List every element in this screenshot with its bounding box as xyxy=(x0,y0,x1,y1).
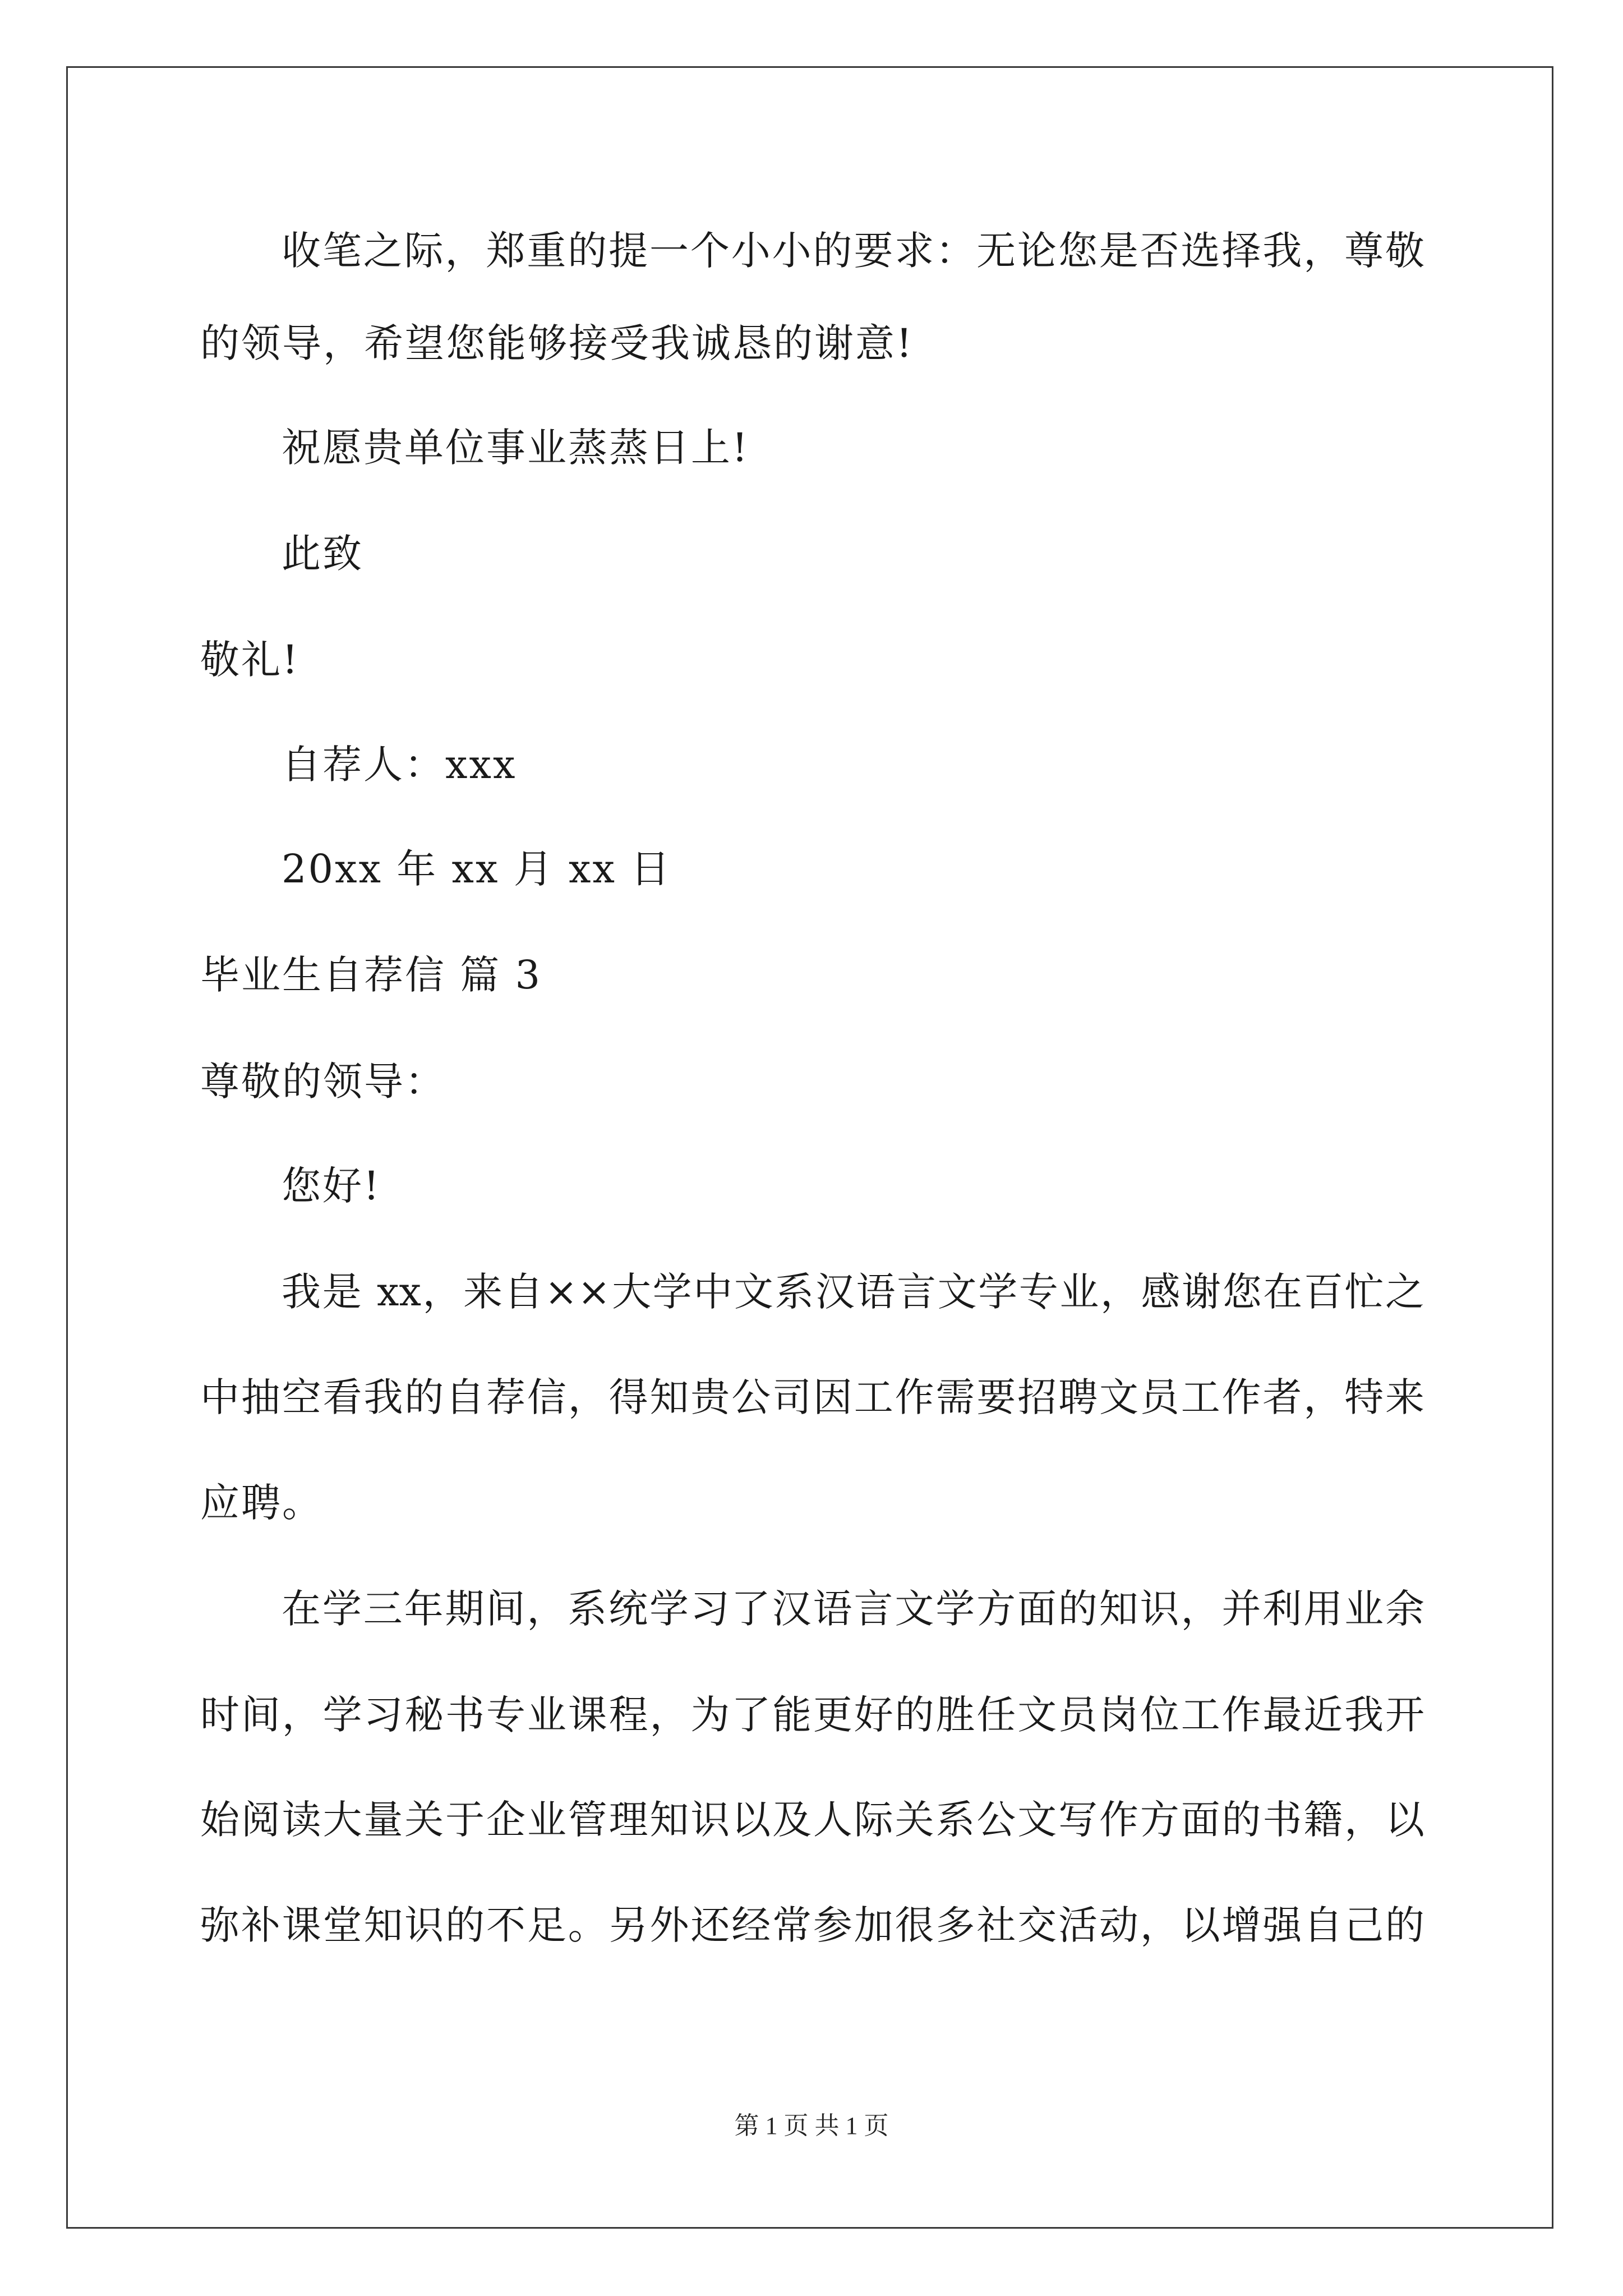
paragraph-line: 我是 xx，来自××大学中文系汉语言文学专业，感谢您在百忙之 xyxy=(282,1269,1424,1315)
paragraph-line: 弥补课堂知识的不足。另外还经常参加很多社交活动，以增强自己的 xyxy=(200,1902,1424,1948)
paragraph-line: 您好! xyxy=(282,1163,381,1209)
paragraph-line: 尊敬的领导： xyxy=(200,1059,446,1105)
paragraph-line: 此致 xyxy=(282,531,363,577)
paragraph-line: 20xx 年 xx 月 xx 日 xyxy=(282,846,672,892)
paragraph-line: 中抽空看我的自荐信，得知贵公司因工作需要招聘文员工作者，特来 xyxy=(200,1374,1424,1420)
paragraph-line: 祝愿贵单位事业蒸蒸日上! xyxy=(282,425,750,471)
section-heading: 毕业生自荐信 篇 3 xyxy=(200,952,542,998)
paragraph-line: 自荐人：xxx xyxy=(282,742,517,788)
page-number-footer: 第 1 页 共 1 页 xyxy=(734,2112,889,2139)
paragraph-line: 时间，学习秘书专业课程，为了能更好的胜任文员岗位工作最近我开 xyxy=(200,1692,1424,1738)
paragraph-line: 收笔之际，郑重的提一个小小的要求：无论您是否选择我，尊敬 xyxy=(282,228,1424,274)
paragraph-line: 在学三年期间，系统学习了汉语言文学方面的知识，并利用业余 xyxy=(282,1586,1424,1632)
paragraph-line: 始阅读大量关于企业管理知识以及人际关系公文写作方面的书籍，以 xyxy=(200,1797,1424,1843)
paragraph-line: 敬礼! xyxy=(200,637,300,683)
paragraph-line: 应聘。 xyxy=(200,1480,323,1526)
paragraph-line: 的领导，希望您能够接受我诚恳的谢意! xyxy=(200,320,914,366)
